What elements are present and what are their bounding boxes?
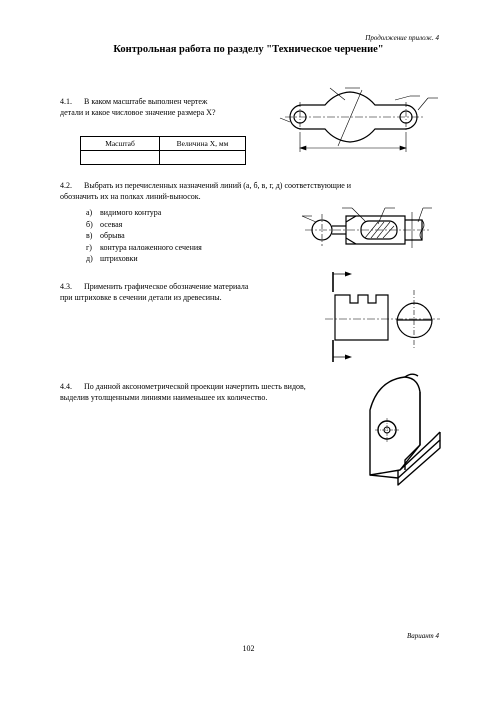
table-header-scale: Масштаб bbox=[81, 137, 160, 151]
table-header-value: Величина X, мм bbox=[160, 137, 246, 151]
list-item: б) осевая bbox=[86, 219, 123, 229]
question-text-line1: Выбрать из перечисленных назначений линий (а, б, в, г, д) соответствующие и bbox=[84, 181, 352, 190]
list-item: в) обрыва bbox=[86, 231, 125, 240]
list-item: г) контура наложенного сечения bbox=[86, 242, 202, 252]
question-text-line1: Применить графическое обозначение материала bbox=[84, 282, 249, 291]
question-text-line2: при штриховке в сечении детали из древесины. bbox=[60, 293, 222, 302]
question-number: 4.1. bbox=[60, 97, 72, 106]
question-number: 4.2. bbox=[60, 181, 72, 190]
page-title: Контрольная работа по разделу "Техническое черчение" bbox=[113, 44, 384, 55]
question-number: 4.3. bbox=[60, 282, 72, 291]
question-text-line2: обозначить их на полках линий-выносок. bbox=[60, 192, 201, 201]
continuation-note: Продолжение прилож. 4 bbox=[365, 34, 439, 42]
question-number: 4.4. bbox=[60, 382, 72, 391]
question-text-line1: В каком масштабе выполнен чертеж bbox=[84, 97, 208, 106]
list-item: а) видимого контура bbox=[86, 208, 162, 217]
question-text-line2: выделив утолщенными линиями наименьшее их количество. bbox=[60, 393, 268, 402]
variant-label: Вариант 4 bbox=[406, 632, 439, 640]
page-number: 102 bbox=[242, 644, 255, 653]
question-text-line1: По данной аксонометрической проекции начертить шесть видов, bbox=[84, 382, 306, 391]
list-item: д) штриховки bbox=[86, 254, 138, 263]
question-text-line2: детали и какое числовое значение размера X? bbox=[60, 108, 216, 117]
